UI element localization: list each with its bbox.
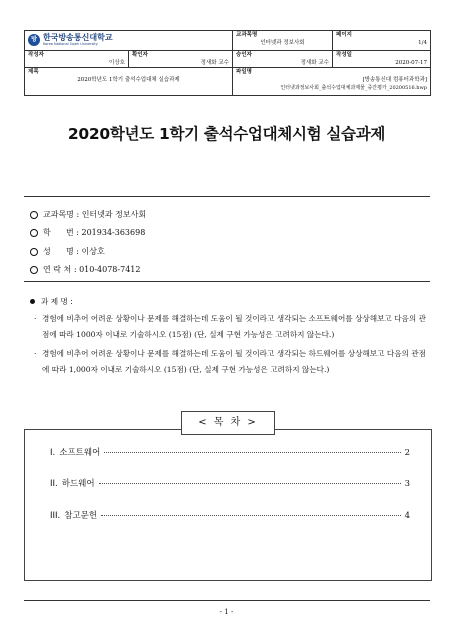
approver-cell bbox=[233, 51, 333, 68]
toc-leader-dots bbox=[99, 483, 401, 484]
filename-cell bbox=[233, 68, 431, 96]
toc-entry-page: 2 bbox=[404, 448, 410, 458]
assignment-item-text: 경험에 비추어 어려운 상황이나 문제를 해결하는데 도움이 될 것이라고 생각되는 소프트웨어를 상상해보고 다음의 관점에 따라 1000자 이내로 기술하시오 (15점) (단, 실제 구현 가능성은 고려하지 않는다.) bbox=[42, 314, 426, 339]
logo-subtitle: Korea National Open University bbox=[43, 42, 98, 46]
checker-cell bbox=[129, 51, 233, 68]
toc-entry-page: 4 bbox=[404, 511, 410, 521]
toc-entry-label: 소프트웨어 bbox=[59, 448, 101, 458]
info-separator: : bbox=[73, 210, 82, 219]
toc-entry[interactable] bbox=[50, 477, 410, 489]
approver-label: 승인자 bbox=[236, 52, 252, 58]
assignment-item bbox=[30, 311, 426, 342]
toc-entry[interactable] bbox=[50, 446, 410, 458]
info-separator: : bbox=[71, 264, 80, 274]
bullet-dot-icon bbox=[30, 299, 35, 304]
course-label: 교과목명 bbox=[236, 32, 258, 38]
subject-value: 2020학년도 1학기 출석수업대체 실습과제 bbox=[77, 77, 180, 83]
course-value: 인터넷과 정보사회 bbox=[260, 40, 305, 46]
author-cell bbox=[25, 51, 129, 68]
page-number-footer: - 1 - bbox=[219, 608, 234, 616]
date-label: 작성일 bbox=[336, 52, 352, 58]
toc-entry-label: 하드웨어 bbox=[61, 479, 95, 489]
page-label: 페이지 bbox=[336, 32, 352, 38]
logo-name: 한국방송통신대학교 bbox=[43, 33, 113, 42]
toc-entry[interactable] bbox=[50, 509, 410, 521]
toc-leader-dots bbox=[104, 452, 400, 453]
toc-entry-page: 3 bbox=[404, 479, 410, 489]
circle-bullet-icon bbox=[30, 211, 38, 219]
info-row-course bbox=[30, 206, 146, 224]
page-cell bbox=[333, 31, 431, 51]
document-title: 2020학년도 1학기 출석수업대체시험 실습과제 bbox=[67, 125, 386, 143]
assignment-heading: 과 제 명 : bbox=[41, 297, 73, 306]
info-value: 인터넷과 정보사회 bbox=[81, 210, 147, 219]
info-top-divider bbox=[24, 196, 430, 197]
author-label: 작성자 bbox=[28, 52, 44, 58]
info-key: 교과목명 bbox=[43, 210, 74, 219]
subject-label: 제목 bbox=[28, 69, 39, 75]
assignment-item-text: 경험에 비추어 어려운 상황이나 문제를 해결하는데 도움이 될 것이라고 생각되는 하드웨어를 상상해보고 다음의 관점에 따라 1,000자 이내로 기술하시오 (15점) (단, 실제 구현 가능성은 고려하지 않는다.) bbox=[42, 349, 426, 375]
info-bottom-divider bbox=[24, 281, 430, 282]
approver-value: 정새화 교수 bbox=[300, 60, 329, 66]
footer-divider bbox=[24, 600, 430, 601]
document-header-table bbox=[24, 30, 431, 96]
checker-label: 확인자 bbox=[132, 52, 148, 58]
info-row-student-id bbox=[30, 224, 146, 242]
info-value: 010-4078-7412 bbox=[79, 264, 141, 274]
toc-entry-label: 참고문헌 bbox=[64, 511, 98, 521]
student-info bbox=[30, 206, 146, 279]
logo-cell bbox=[25, 31, 233, 51]
university-logo bbox=[28, 31, 229, 49]
logo-mark-icon: 방 bbox=[28, 34, 40, 46]
info-separator: : bbox=[73, 228, 82, 238]
circle-bullet-icon bbox=[30, 248, 38, 256]
info-key: 성 명 bbox=[43, 246, 74, 256]
circle-bullet-icon bbox=[30, 229, 38, 237]
info-value: 이상호 bbox=[81, 246, 105, 256]
toc-leader-dots bbox=[101, 515, 400, 516]
circle-bullet-icon bbox=[30, 266, 38, 274]
date-cell bbox=[333, 51, 431, 68]
filename-line-2: 인터넷과정보사회_출석수업대체과제물_중간평가_20200516.hwp bbox=[280, 85, 427, 91]
toc-entry-number: III. bbox=[50, 511, 61, 521]
course-cell bbox=[233, 31, 333, 51]
dash-bullet-icon: · bbox=[34, 349, 37, 359]
assignment-section bbox=[30, 296, 426, 378]
filename-line-1: [방송통신대 컴퓨터과학과] bbox=[362, 77, 427, 83]
filename-label: 파일명 bbox=[236, 69, 252, 75]
info-separator: : bbox=[73, 246, 82, 256]
dash-bullet-icon: · bbox=[34, 314, 37, 323]
info-value: 201934-363698 bbox=[81, 228, 146, 238]
info-key: 연 락 처 bbox=[43, 264, 72, 274]
date-value: 2020-07-17 bbox=[395, 60, 427, 66]
info-row-name bbox=[30, 243, 146, 261]
toc-heading: < 목 차 > bbox=[181, 411, 275, 435]
info-key: 학 번 bbox=[43, 228, 74, 238]
assignment-heading-row bbox=[30, 296, 426, 307]
info-row-contact bbox=[30, 261, 146, 279]
toc-entry-number: II. bbox=[50, 479, 58, 489]
page-value: 1/4 bbox=[418, 40, 427, 46]
checker-value: 정새화 교수 bbox=[200, 60, 229, 66]
subject-cell bbox=[25, 68, 233, 96]
toc-entry-number: I. bbox=[50, 448, 56, 458]
assignment-item bbox=[30, 346, 426, 377]
author-value: 이상호 bbox=[109, 60, 125, 66]
